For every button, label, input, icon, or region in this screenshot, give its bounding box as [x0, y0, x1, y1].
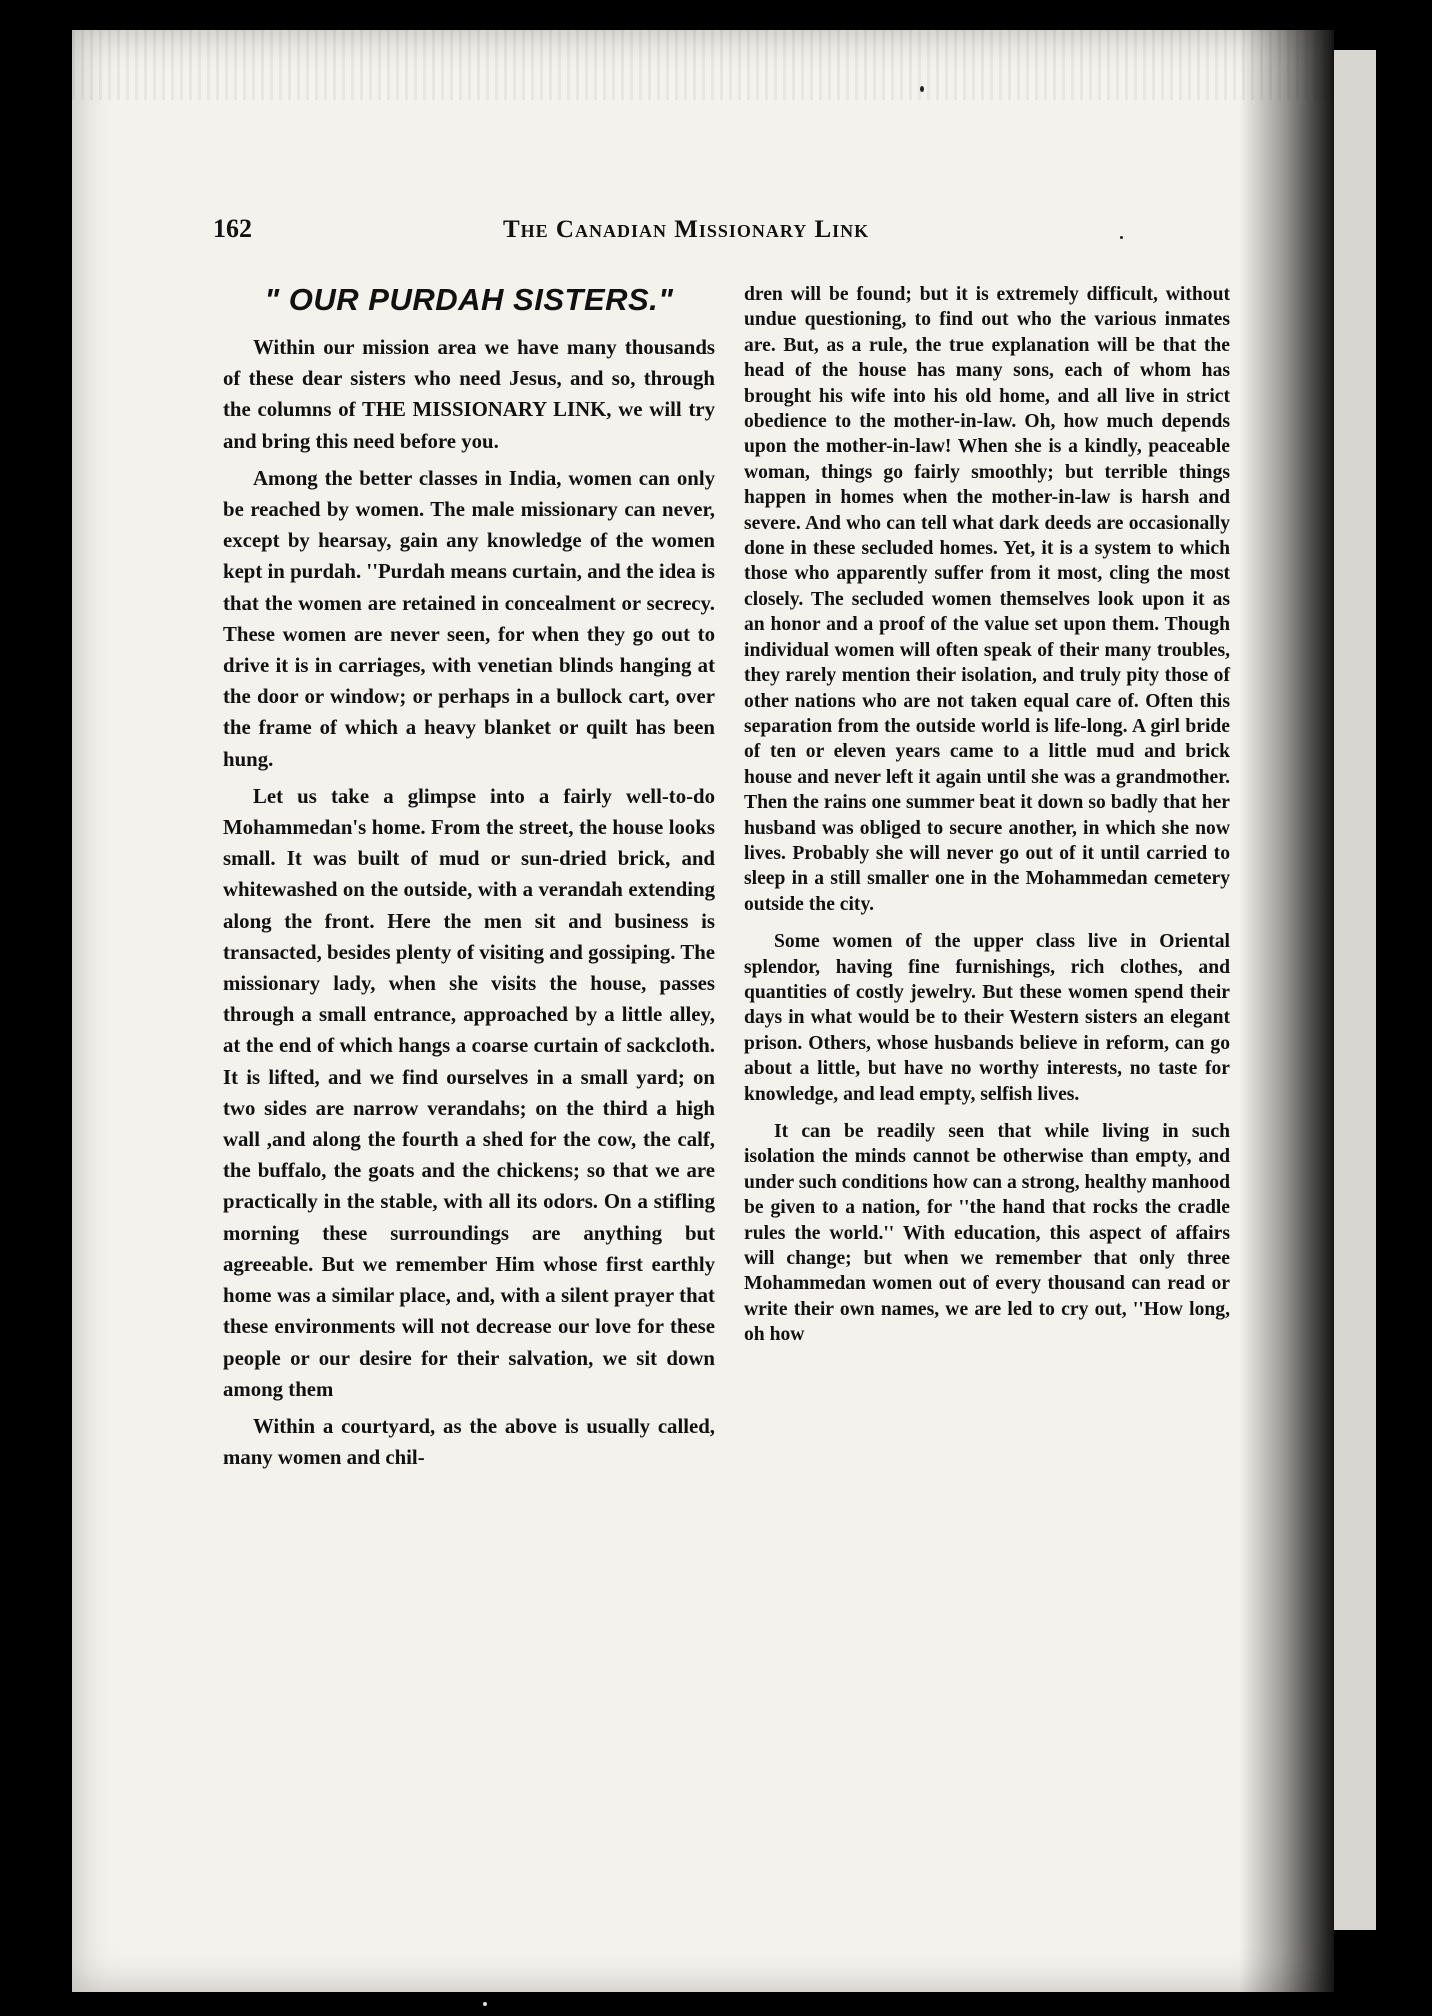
scan-speck	[1120, 236, 1123, 239]
paper-edge-noise	[72, 30, 1334, 100]
page-number: 162	[213, 214, 252, 243]
scan-border-right	[1376, 0, 1432, 2016]
paragraph: Within a courtyard, as the above is usually called, many women and chil-	[223, 1414, 715, 1470]
left-column	[223, 280, 715, 1479]
article-title: " OUR PURDAH SISTERS."	[264, 282, 674, 317]
paragraph: Among the better classes in India, women can only be reached by women. The male missionary can never, except by hearsay, gain any knowledge of the women kept in purdah. ''Purdah means curtain, and the idea is that the women are retained in concealment or secrecy. These women are never seen, for when they go out to drive it is in carriages, with venetian blinds hanging at the door or window; or perhaps in a bullock cart, over the frame of which a heavy blanket or quilt has been hung.	[223, 466, 715, 771]
binding-shadow	[1239, 30, 1334, 1992]
paragraph: It can be readily seen that while living in such isolation the minds cannot be otherwise than empty, and under such conditions how can a strong, healthy manhood be given to a nation, for ''the hand that rocks the cradle rules the world.'' With education, this aspect of affairs will change; but when we remember that only three Mohammedan women out of every thousand can read or write their own names, we are led to cry out, ''How long, oh how	[744, 1121, 1230, 1346]
journal-title: The Canadian Missionary Link	[503, 216, 870, 243]
page-header	[213, 214, 973, 248]
right-column	[744, 282, 1230, 1360]
paragraph-continued: dren will be found; but it is extremely difficult, without undue questioning, to find out who the various inmates are. But, as a rule, the true explanation will be that the head of the house has many sons, each of whom has brought his wife into his old home, and all live in strict obedience to the mother-in-law. Oh, how much depends upon the mother-in-law! When she is a kindly, peaceable woman, things go fairly smoothly; but terrible things happen in homes when the mother-in-law is harsh and severe. And who can tell what dark deeds are occasionally done in these secluded homes. Yet, it is a system to which those who apparently suffer from it most, cling the most closely. The secluded women themselves look upon it as an honor and a proof of the value set upon them. Though individual women will often speak of their many troubles, they rarely mention their isolation, and truly pity those of other nations who are not taken equal care of. Often this separation from the outside world is life-long. A girl bride of ten or eleven years came to a little mud and brick house and never left it again until she was a grandmother. Then the rains one summer beat it down so badly that her husband was obliged to secure another, in which she now lives. Probably she will never go out of it until carried to sleep in a still smaller one in the Mohammedan cemetery outside the city.	[744, 284, 1230, 915]
paragraph: Some women of the upper class live in Oriental splendor, having fine furnishings, rich clothes, and quantities of costly jewelry. But these women spend their days in what would be to their Western sisters an elegant prison. Others, whose husbands believe in reform, can go about a little, but have no worthy interests, no taste for knowledge, and lead empty, selfish lives.	[744, 931, 1230, 1105]
scan-speck	[483, 2002, 487, 2006]
paragraph: Let us take a glimpse into a fairly well-to-do Mohammedan's home. From the street, the house looks small. It was built of mud or sun-dried brick, and whitewashed on the outside, with a verandah extending along the front. Here the men sit and business is transacted, besides plenty of visiting and gossiping. The missionary lady, when she visits the house, passes through a small entrance, approached by a little alley, at the end of which hangs a coarse curtain of sackcloth. It is lifted, and we find ourselves in a small yard; on two sides are narrow verandahs; on the third a high wall ,and along the fourth a shed for the cow, the calf, the buffalo, the goats and the chickens; so that we are practically in the stable, with all its odors. On a stifling morning these surroundings are anything but agreeable. But we remember Him whose first earthly home was a similar place, and, with a silent prayer that these environments will not decrease our love for these people or our desire for their salvation, we sit down among them	[223, 784, 715, 1401]
paragraph: Within our mission area we have many thousands of these dear sisters who need Jesus, and so, through the columns of THE MISSIONARY LINK, we will try and bring this need before you.	[223, 336, 715, 453]
scan-speck	[920, 86, 924, 92]
next-page-edge	[1334, 50, 1376, 1930]
